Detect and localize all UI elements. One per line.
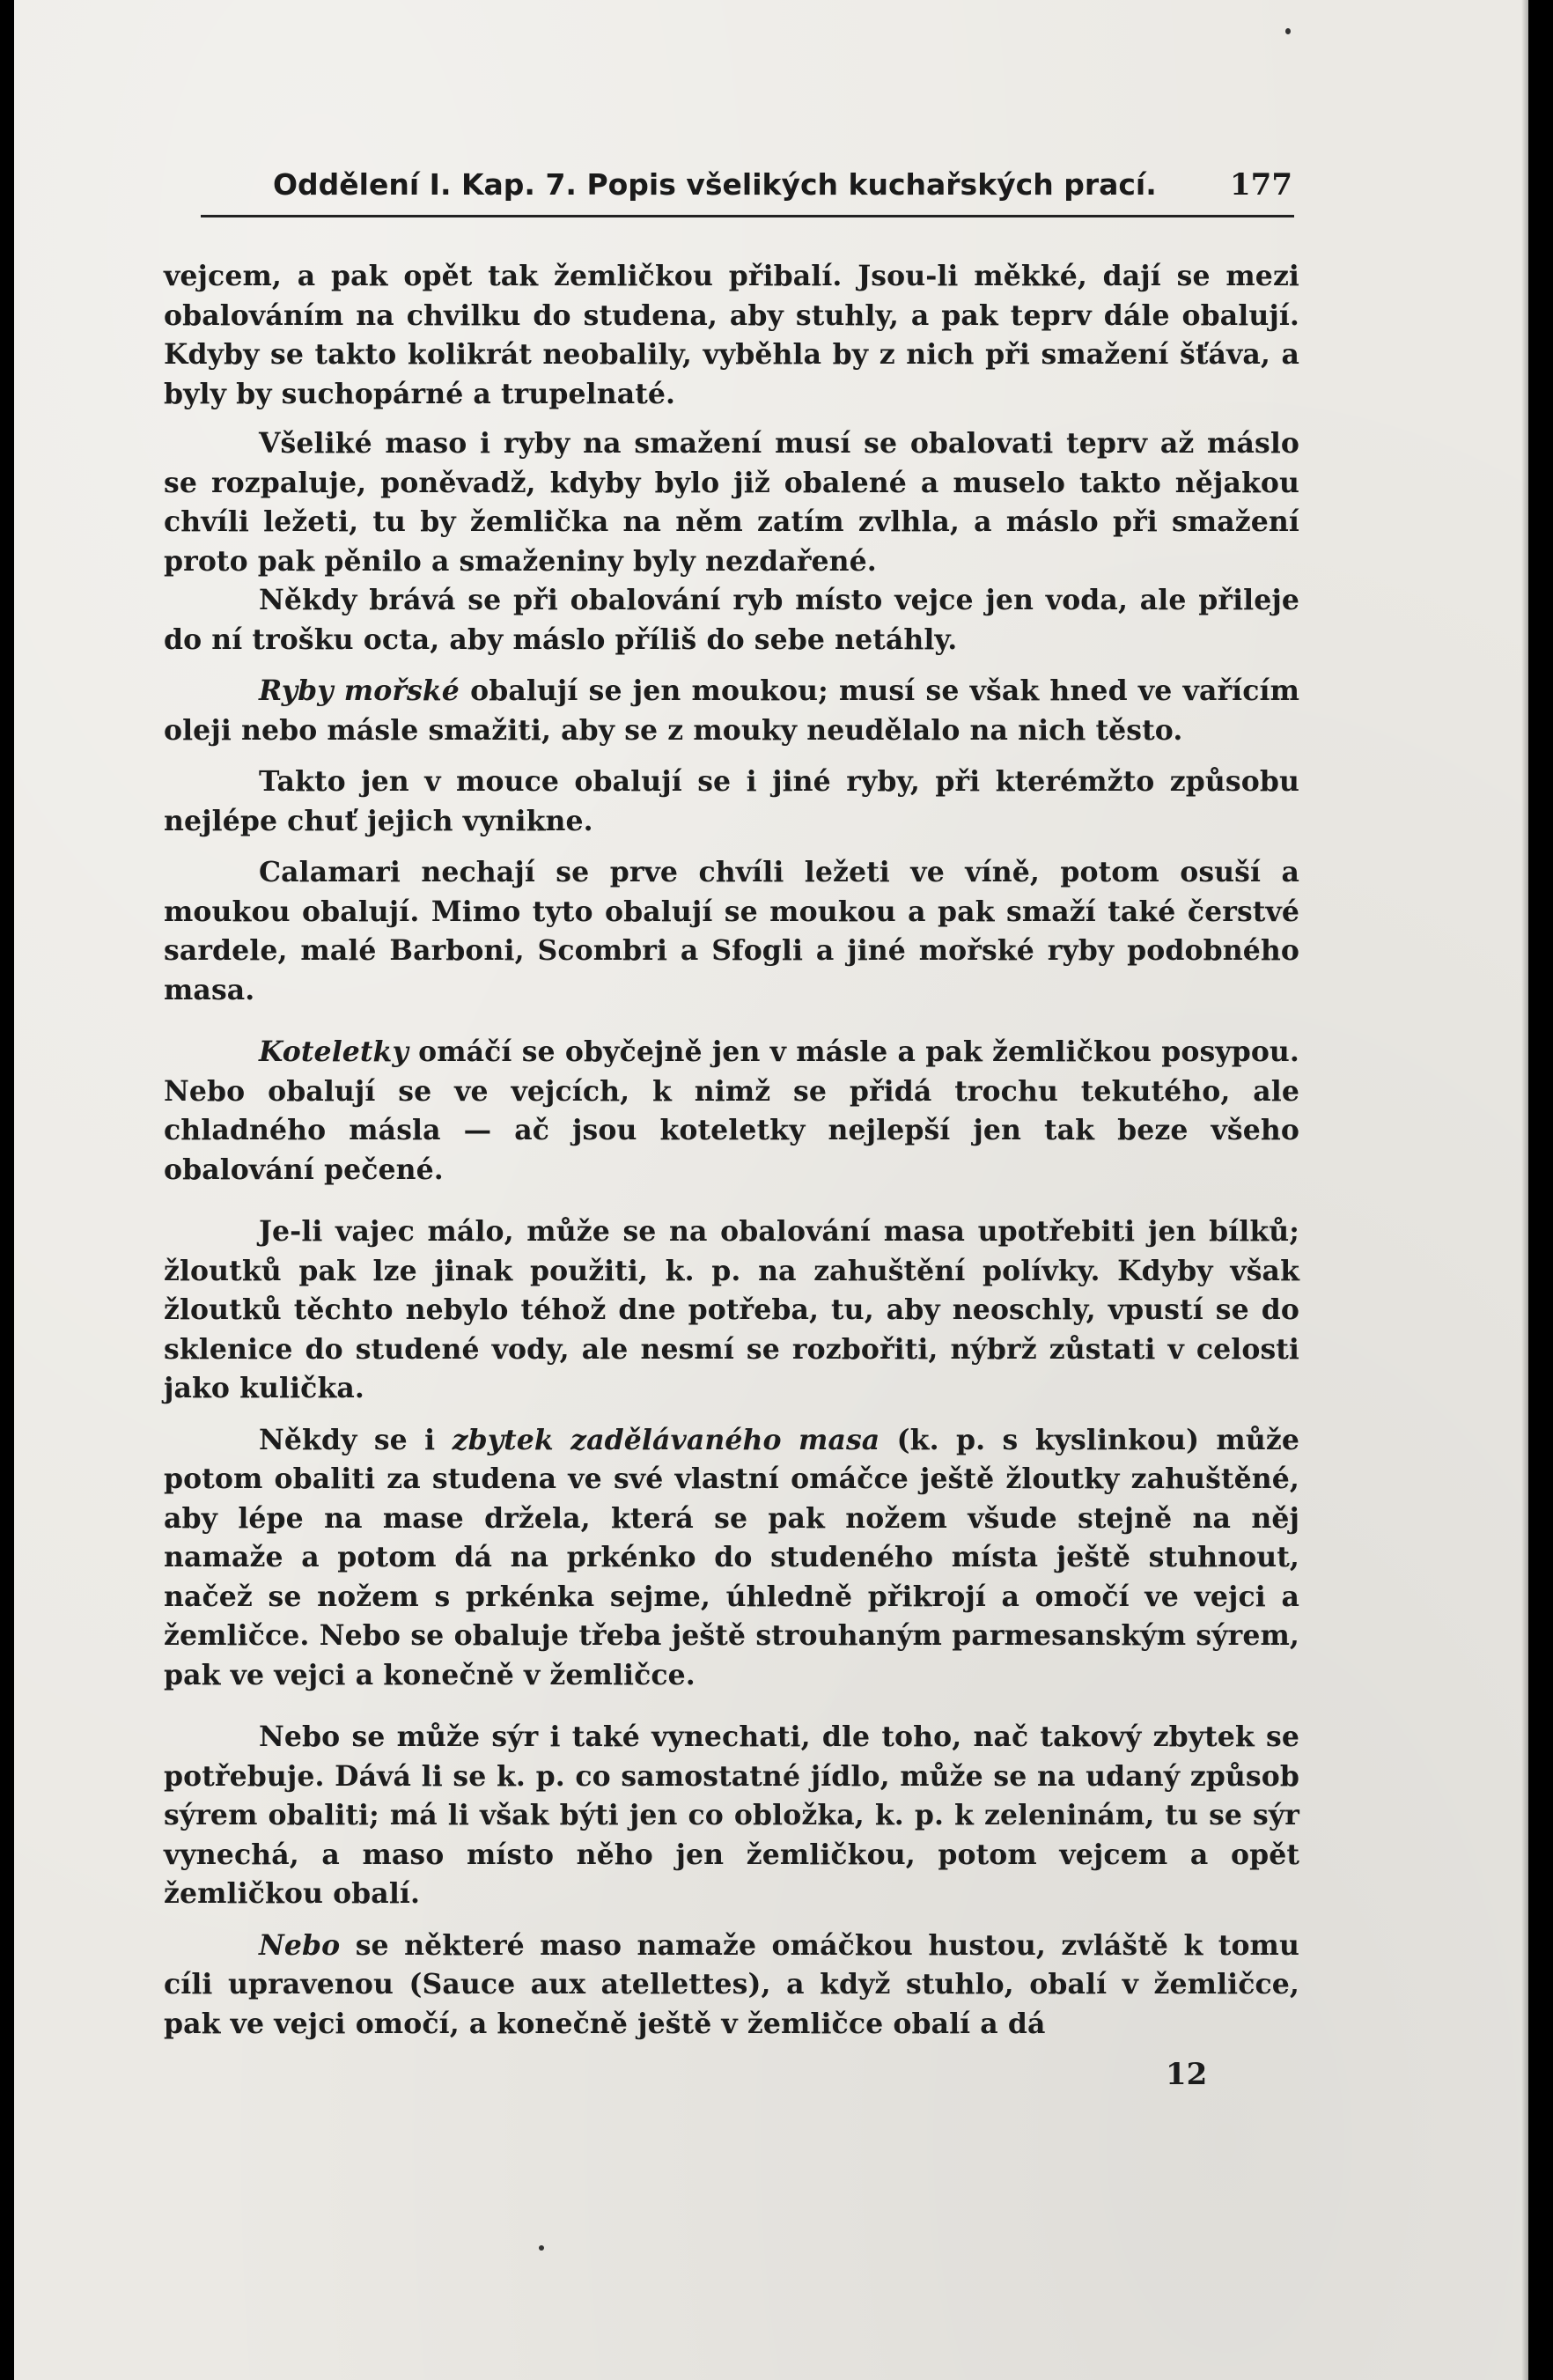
paragraph-7: Koteletky omáčí se obyčejně jen v másle a pak žemličkou posypou. Nebo obalují se ve vejcích, k nimž se přidá trochu tekutého, ale chladného másla — ač jsou koteletky nejlepší jen tak beze všeho obalování pečené. — [164, 1035, 1299, 1186]
paragraph-4: Ryby mořské obalují se jen moukou; musí se však hned ve vařícím oleji nebo másle smažiti, aby se z mouky neudělalo na nich těsto. — [164, 674, 1299, 747]
page-edge-shadow — [1521, 0, 1528, 2380]
main-text — [164, 257, 1299, 2056]
paragraph-8: Je-li vajec málo, může se na obalování masa upotřebiti jen bílků; žloutků pak lze jinak použiti, k. p. na zahuštění polívky. Kdyby však žloutků těchto nebylo téhož dne potřeba, tu, aby neoschly, vpustí se do sklenice do studené vody, ale nesmí se rozbořiti, nýbrž zůstati v celosti jako kulička. — [164, 1215, 1299, 1404]
italic-term: Nebo — [259, 1928, 341, 1962]
paragraph-11: Nebo se některé maso namaže omáčkou hustou, zvláště k tomu cíli upravenou (Sauce aux atellettes), a když stuhlo, obalí v žemličce, pak ve vejci omočí, a konečně ještě v žemličce obalí a dá — [164, 1928, 1299, 2040]
paragraph-9: Někdy se i zbytek zadělávaného masa (k. p. s kyslinkou) může potom obaliti za studena ve své vlastní omáčce ještě žloutky zahuštěné, aby lépe na mase držela, která se pak nožem všude stejně na něj namaže a potom dá na prkénko do studeného místa ještě stuhnout, načež se nožem s prkénka sejme, úhledně přikrojí a omočí ve vejci a žemličce. Nebo se obaluje třeba ještě strouhaným parmesanským sýrem, pak ve vejci a konečně v žemličce. — [164, 1423, 1299, 1691]
signature-mark: 12 — [1166, 2057, 1208, 2092]
running-header-title: Oddělení I. Kap. 7. Popis všelikých kuchařských prací. — [273, 167, 1157, 202]
header-rule — [201, 215, 1294, 217]
paragraph-10: Nebo se může sýr i také vynechati, dle toho, nač takový zbytek se potřebuje. Dává li se k. p. co samostatné jídlo, může se na udaný způsob sýrem obaliti; má li však býti jen co obložka, k. p. k zeleninám, tu se sýr vynechá, a maso místo něho jen žemličkou, potom vejcem a opět žemličkou obalí. — [164, 1721, 1299, 1910]
page-number: 177 — [1230, 167, 1292, 203]
italic-term: zbytek zadělávaného masa — [452, 1423, 880, 1456]
paragraph-2: Všeliké maso i ryby na smažení musí se obalovati teprv až máslo se rozpaluje, poněvadž, kdyby bylo již obalené a muselo takto nějakou chvíli ležeti, tu by žemlička na něm zatím zvlhla, a máslo při smažení proto pak pěnilo a smaženiny byly nezdařené. — [164, 427, 1299, 578]
ink-speck — [1285, 28, 1291, 34]
paragraph-1: vejcem, a pak opět tak žemličkou přibalí. Jsou-li měkké, dají se mezi obalováním na chvilku do studena, aby stuhly, a pak teprv dále obalují. Kdyby se takto kolikrát neobalily, vyběhla by z nich při smažení šťáva, a byly by suchopárné a trupelnaté. — [164, 260, 1299, 410]
italic-term: Ryby mořské — [259, 674, 460, 707]
ink-speck — [539, 2245, 544, 2251]
running-header — [273, 167, 1299, 213]
italic-term: Koteletky — [259, 1035, 408, 1068]
paragraph-6: Calamari nechají se prve chvíli ležeti ve víně, potom osuší a moukou obalují. Mimo tyto obalují se moukou a pak smaží také čerstvé sardele, malé Barboni, Scombri a Sfogli a jiné mořské ryby podobného masa. — [164, 856, 1299, 1006]
paragraph-5: Takto jen v mouce obalují se i jiné ryby, při kterémžto způsobu nejlépe chuť jejich vynikne. — [164, 765, 1299, 837]
paragraph-3: Někdy brává se při obalování ryb místo vejce jen voda, ale přileje do ní trošku octa, aby máslo příliš do sebe netáhly. — [164, 584, 1299, 656]
